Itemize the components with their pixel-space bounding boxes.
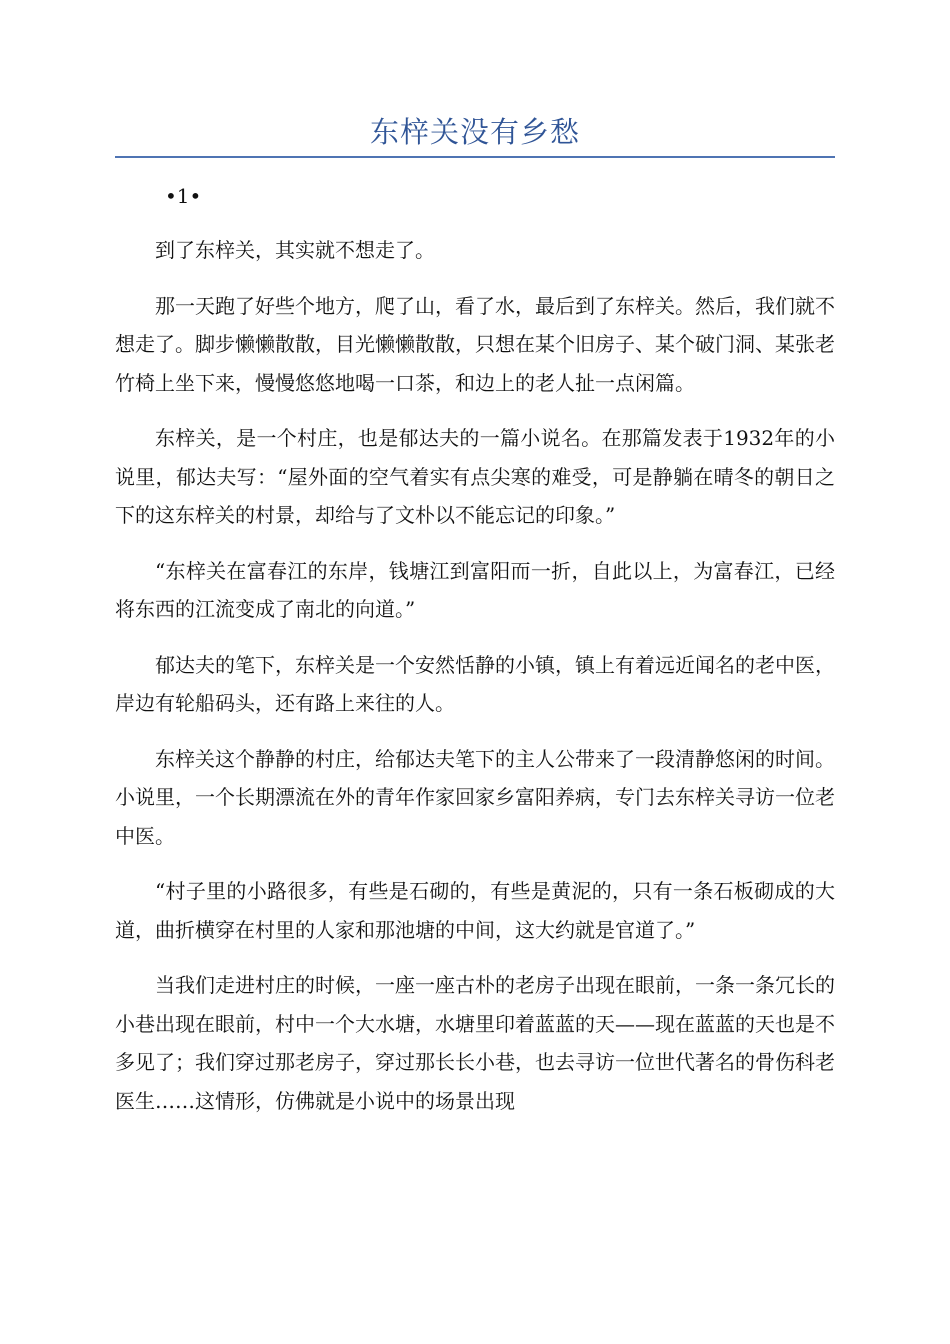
title-block <box>115 110 835 158</box>
section-number: •1• <box>165 184 202 208</box>
paragraph-7: “村子里的小路很多，有些是石砌的，有些是黄泥的，只有一条石板砌成的大道，曲折横穿在村里的人家和那池塘的中间，这大约就是官道了。” <box>115 879 835 942</box>
paragraph-2: 那一天跑了好些个地方，爬了山，看了水，最后到了东梓关。然后，我们就不想走了。脚步懒懒散散，目光懒懒散散，只想在某个旧房子、某个破门洞、某张老竹椅上坐下来，慢慢悠悠地喝一口茶，和边上的老人扯一点闲篇。 <box>115 293 835 395</box>
paragraph-3: 东梓关，是一个村庄，也是郁达夫的一篇小说名。在那篇发表于1932年的小说里，郁达夫写：“屋外面的空气着实有点尖寒的难受，可是静躺在晴冬的朝日之下的这东梓关的村景，却给与了文朴以不能忘记的印象。” <box>115 426 835 527</box>
paragraph-8: 当我们走进村庄的时候，一座一座古朴的老房子出现在眼前，一条一条冗长的小巷出现在眼前，村中一个大水塘，水塘里印着蓝蓝的天——现在蓝蓝的天也是不多见了；我们穿过那老房子，穿过那长长小巷，也去寻访一位世代著名的骨伤科老医生……这情形，仿佛就是小说中的场景出现 <box>115 973 835 1113</box>
paragraph-5: 郁达夫的笔下，东梓关是一个安然恬静的小镇，镇上有着远近闻名的老中医，岸边有轮船码头，还有路上来往的人。 <box>115 652 835 715</box>
paragraph-1: 到了东梓关，其实就不想走了。 <box>155 238 435 262</box>
document-body <box>115 178 835 1120</box>
paragraph-4: “东梓关在富春江的东岸，钱塘江到富阳而一折，自此以上，为富春江，已经将东西的江流变成了南北的向道。” <box>115 558 835 621</box>
paragraph-6: 东梓关这个静静的村庄，给郁达夫笔下的主人公带来了一段清静悠闲的时间。小说里，一个长期漂流在外的青年作家回家乡富阳养病，专门去东梓关寻访一位老中医。 <box>115 746 835 848</box>
document-title: 东梓关没有乡愁 <box>369 115 580 149</box>
